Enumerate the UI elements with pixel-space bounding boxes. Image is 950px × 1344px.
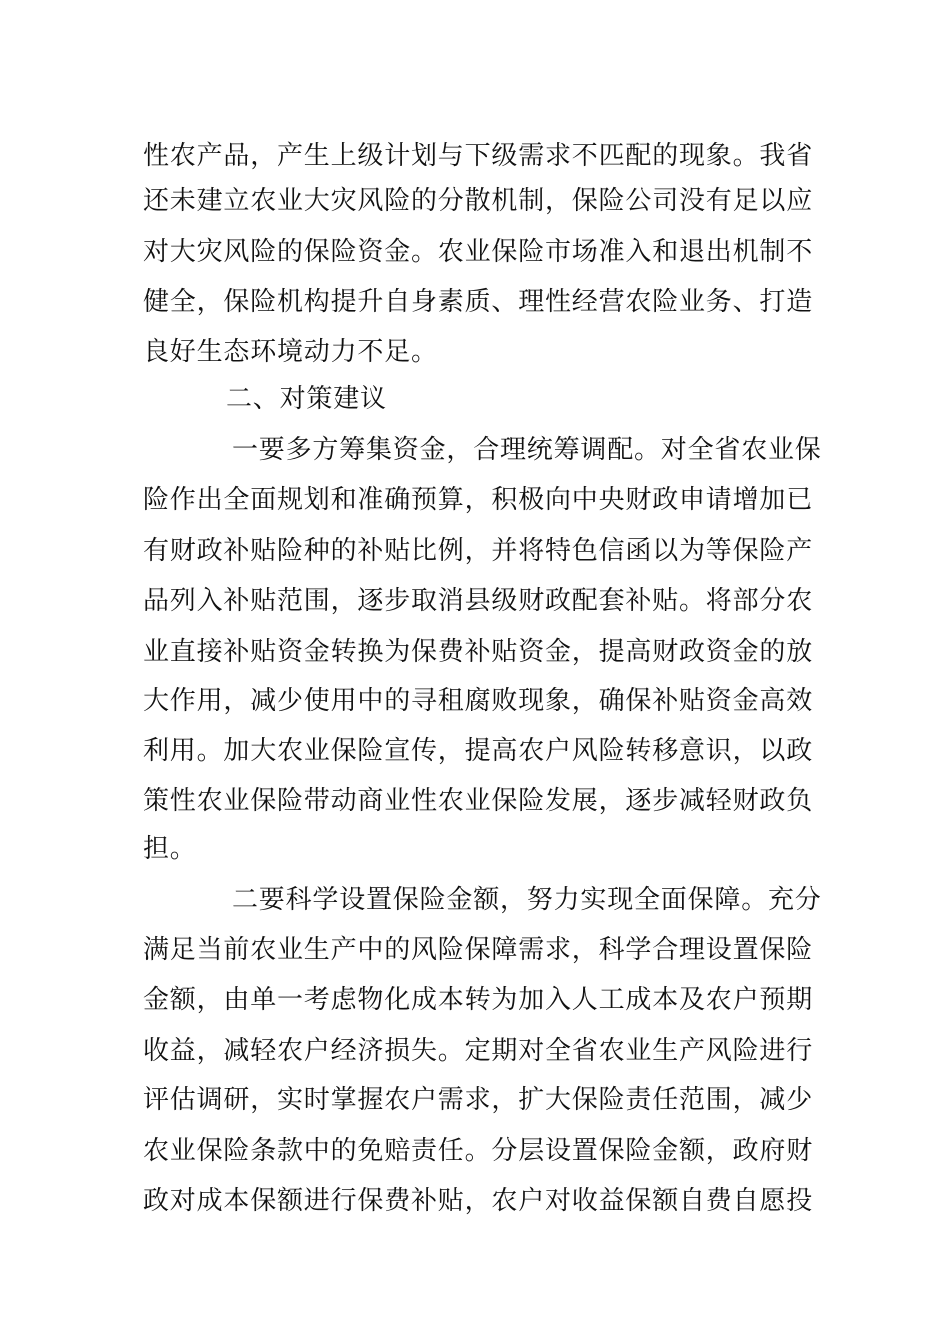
paragraph-line: 还未建立农业大灾风险的分散机制，保险公司没有足以应 [143, 186, 814, 216]
paragraph-line: 收益，减轻农户经济损失。定期对全省农业生产风险进行 [143, 1036, 814, 1066]
paragraph-line: 农业保险条款中的免赔责任。分层设置保险金额，政府财 [143, 1136, 814, 1166]
paragraph-line: 业直接补贴资金转换为保费补贴资金，提高财政资金的放 [143, 637, 814, 667]
section-heading: 二、对策建议 [226, 384, 387, 414]
paragraph-line: 对大灾风险的保险资金。农业保险市场准入和退出机制不 [143, 237, 814, 267]
paragraph-line: 健全，保险机构提升自身素质、理性经营农险业务、打造 [143, 287, 814, 317]
paragraph-line: 金额，由单一考虑物化成本转为加入人工成本及农户预期 [143, 985, 814, 1015]
paragraph-line: 政对成本保额进行保费补贴，农户对收益保额自费自愿投 [143, 1186, 814, 1216]
paragraph-line: 策性农业保险带动商业性农业保险发展，逐步减轻财政负 [143, 786, 814, 816]
paragraph-line: 利用。加大农业保险宣传，提高农户风险转移意识，以政 [143, 736, 814, 766]
paragraph-line: 一要多方筹集资金，合理统筹调配。对全省农业保 [232, 435, 822, 465]
paragraph-line: 险作出全面规划和准确预算，积极向中央财政申请增加已 [143, 485, 814, 515]
paragraph-line: 评估调研，实时掌握农户需求，扩大保险责任范围，减少 [143, 1085, 814, 1115]
paragraph-line: 品列入补贴范围，逐步取消县级财政配套补贴。将部分农 [143, 586, 814, 616]
paragraph-line: 二要科学设置保险金额，努力实现全面保障。充分 [232, 885, 822, 915]
paragraph-line: 大作用，减少使用中的寻租腐败现象，确保补贴资金高效 [143, 686, 814, 716]
paragraph-line: 担。 [143, 834, 197, 864]
paragraph-line: 良好生态环境动力不足。 [143, 337, 438, 367]
paragraph-line: 满足当前农业生产中的风险保障需求，科学合理设置保险 [143, 935, 814, 965]
paragraph-line: 有财政补贴险种的补贴比例，并将特色信函以为等保险产 [143, 536, 814, 566]
paragraph-line: 性农产品，产生上级计划与下级需求不匹配的现象。我省 [143, 141, 814, 171]
